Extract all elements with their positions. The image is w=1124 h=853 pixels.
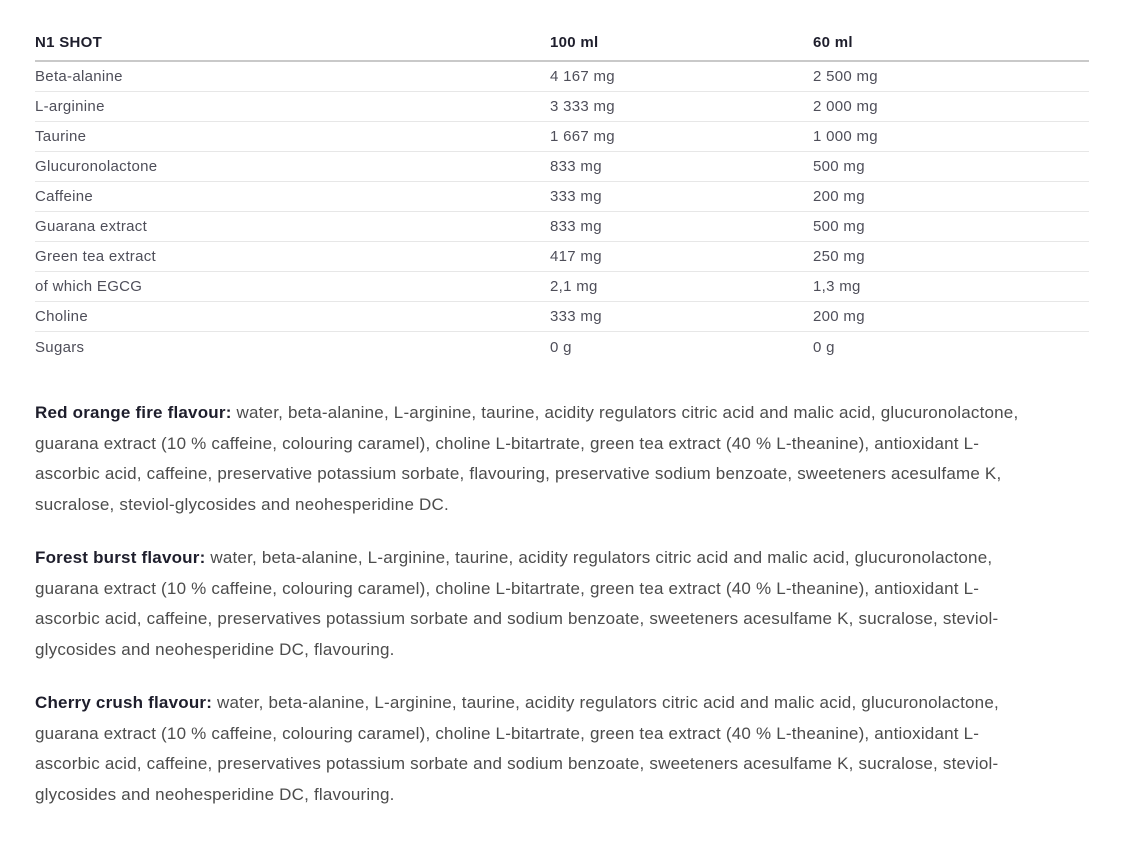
ingredient-label: Taurine bbox=[35, 128, 87, 145]
value-per-60ml: 1,3 mg bbox=[813, 278, 861, 295]
table-row-sugars bbox=[35, 332, 1089, 362]
value-per-100ml: 4 167 mg bbox=[550, 68, 615, 85]
ingredient-label: Guarana extract bbox=[35, 218, 148, 235]
value-per-60ml: 500 mg bbox=[813, 218, 865, 235]
flavour-paragraph-cherry-crush bbox=[35, 688, 1020, 810]
value-per-100ml: 3 333 mg bbox=[550, 98, 615, 115]
table-row-beta-alanine bbox=[35, 62, 1089, 92]
flavour-name: Cherry crush flavour: bbox=[35, 693, 213, 712]
value-per-60ml: 250 mg bbox=[813, 248, 865, 265]
ingredient-label: L-arginine bbox=[35, 98, 105, 115]
value-per-60ml: 500 mg bbox=[813, 158, 865, 175]
ingredient-list-text: water, beta-alanine, L-arginine, taurine, acidity regulators citric acid and malic acid, glucuronolactone, guarana extract (10 % caffeine, colouring caramel), choline L-bitartrate, green tea extract (40 % L-theanine), antioxidant L-ascorbic acid, caffeine, preservative potassium sorbate, flavouring, preservative sodium benzoate, sweeteners acesulfame K, sucralose, steviol-glycosides and neohesperidine DC. bbox=[35, 403, 1019, 514]
value-per-60ml: 200 mg bbox=[813, 308, 865, 325]
value-per-100ml: 833 mg bbox=[550, 158, 602, 175]
table-header-row bbox=[35, 24, 1089, 62]
table-title: N1 SHOT bbox=[35, 33, 103, 51]
value-per-100ml: 0 g bbox=[550, 338, 572, 356]
ingredient-list-text: water, beta-alanine, L-arginine, taurine, acidity regulators citric acid and malic acid, glucuronolactone, guarana extract (10 % caffeine, colouring caramel), choline L-bitartrate, green tea extract (40 % L-theanine), antioxidant L-ascorbic acid, caffeine, preservatives potassium sorbate and sodium benzoate, sweeteners acesulfame K, sucralose, steviol-glycosides and neohesperidine DC, flavouring. bbox=[35, 693, 999, 804]
ingredient-label: of which EGCG bbox=[35, 278, 143, 295]
value-per-60ml: 200 mg bbox=[813, 188, 865, 205]
table-row-choline bbox=[35, 302, 1089, 332]
flavour-paragraph-red-orange-fire bbox=[35, 398, 1020, 520]
column-header-100ml: 100 ml bbox=[550, 33, 599, 51]
ingredient-label: Choline bbox=[35, 308, 88, 325]
ingredient-label: Caffeine bbox=[35, 188, 93, 205]
value-per-100ml: 833 mg bbox=[550, 218, 602, 235]
value-per-60ml: 2 500 mg bbox=[813, 68, 878, 85]
table-row-caffeine bbox=[35, 182, 1089, 212]
ingredient-label: Beta-alanine bbox=[35, 68, 123, 85]
flavour-paragraph-forest-burst bbox=[35, 543, 1020, 665]
flavour-name: Red orange fire flavour: bbox=[35, 403, 232, 422]
value-per-100ml: 1 667 mg bbox=[550, 128, 615, 145]
ingredient-label: Glucuronolactone bbox=[35, 158, 158, 175]
nutrition-table bbox=[35, 24, 1089, 362]
value-per-100ml: 333 mg bbox=[550, 188, 602, 205]
value-per-100ml: 2,1 mg bbox=[550, 278, 598, 295]
flavour-name: Forest burst flavour: bbox=[35, 548, 206, 567]
value-per-60ml: 0 g bbox=[813, 338, 835, 356]
table-row-glucuronolactone bbox=[35, 152, 1089, 182]
ingredient-label: Sugars bbox=[35, 338, 85, 356]
flavour-ingredients-section bbox=[35, 398, 1089, 810]
table-row-green-tea-extract bbox=[35, 242, 1089, 272]
table-row-l-arginine bbox=[35, 92, 1089, 122]
value-per-100ml: 333 mg bbox=[550, 308, 602, 325]
value-per-100ml: 417 mg bbox=[550, 248, 602, 265]
ingredient-label: Green tea extract bbox=[35, 248, 156, 265]
table-row-of-which-egcg bbox=[35, 272, 1089, 302]
value-per-60ml: 2 000 mg bbox=[813, 98, 878, 115]
ingredient-list-text: water, beta-alanine, L-arginine, taurine, acidity regulators citric acid and malic acid, glucuronolactone, guarana extract (10 % caffeine, colouring caramel), choline L-bitartrate, green tea extract (40 % L-theanine), antioxidant L-ascorbic acid, caffeine, preservatives potassium sorbate and sodium benzoate, sweeteners acesulfame K, sucralose, steviol-glycosides and neohesperidine DC, flavouring. bbox=[35, 548, 999, 659]
table-row-guarana-extract bbox=[35, 212, 1089, 242]
value-per-60ml: 1 000 mg bbox=[813, 128, 878, 145]
column-header-60ml: 60 ml bbox=[813, 33, 853, 51]
table-row-taurine bbox=[35, 122, 1089, 152]
